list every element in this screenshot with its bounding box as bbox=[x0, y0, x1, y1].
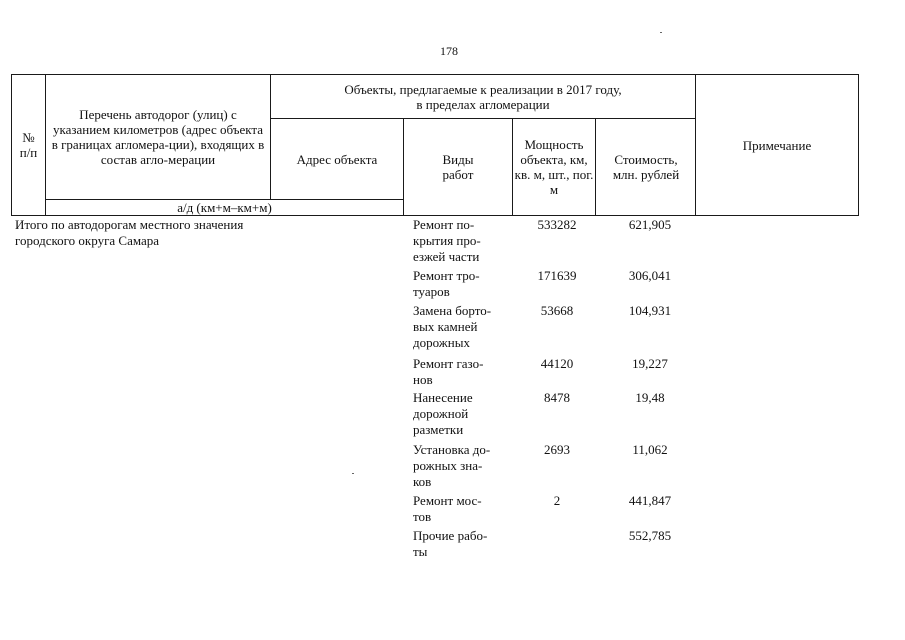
row-1-qty: 533282 bbox=[537, 217, 577, 232]
header-roads-col: Перечень автодорог (улиц) с указанием километров (адрес объекта в границах агломера-ции), входящих в состав агло-мерации bbox=[51, 107, 265, 167]
header-capacity-col: Мощность объекта, км, кв. м, шт., пог. м bbox=[514, 137, 594, 197]
header-number-col: № п/п bbox=[19, 130, 38, 160]
row-5-cost: 19,48 bbox=[635, 390, 665, 405]
row-4-work: Ремонт газо- нов bbox=[413, 356, 484, 387]
row-2-cost: 306,041 bbox=[628, 268, 672, 283]
row-5-qty: 8478 bbox=[544, 390, 570, 405]
row-2-qty: 171639 bbox=[537, 268, 577, 283]
row-7-work: Ремонт мос- тов bbox=[413, 493, 482, 524]
row-3-work: Замена борто- вых камней дорожных bbox=[413, 303, 492, 350]
header-works-col: Виды работ bbox=[442, 152, 474, 182]
row-8-work: Прочие рабо- ты bbox=[413, 528, 488, 559]
scan-speck bbox=[660, 32, 662, 33]
row-4-cost: 19,227 bbox=[632, 356, 668, 371]
page-number: 178 bbox=[440, 44, 458, 58]
header-roads-subcol: а/д (км+м–км+м) bbox=[177, 199, 272, 215]
row-1-cost: 621,905 bbox=[628, 217, 672, 232]
header-note-col: Примечание bbox=[742, 137, 812, 153]
scan-speck bbox=[352, 473, 354, 474]
row-6-qty: 2693 bbox=[544, 442, 570, 457]
row-5-work: Нанесение дорожной разметки bbox=[413, 390, 473, 437]
row-7-qty: 2 bbox=[553, 493, 561, 508]
total-label: Итого по автодорогам местного значения городского округа Самара bbox=[15, 217, 244, 248]
row-1-work: Ремонт по- крытия про- езжей части bbox=[413, 217, 481, 264]
row-2-work: Ремонт тро- туаров bbox=[413, 268, 480, 299]
row-6-cost: 11,062 bbox=[632, 442, 668, 457]
header-cost-col: Стоимость, млн. рублей bbox=[612, 152, 680, 182]
row-6-work: Установка до- рожных зна- ков bbox=[413, 442, 491, 489]
row-4-qty: 44120 bbox=[540, 356, 574, 371]
row-3-cost: 104,931 bbox=[628, 303, 672, 318]
table-header bbox=[11, 74, 859, 216]
header-address-col: Адрес объекта bbox=[296, 151, 378, 167]
row-7-cost: 441,847 bbox=[628, 493, 672, 508]
row-3-qty: 53668 bbox=[540, 303, 574, 318]
header-objects-col: Объекты, предлагаемые к реализации в 2017 году, в пределах агломерации bbox=[344, 82, 622, 112]
row-8-cost: 552,785 bbox=[628, 528, 672, 543]
